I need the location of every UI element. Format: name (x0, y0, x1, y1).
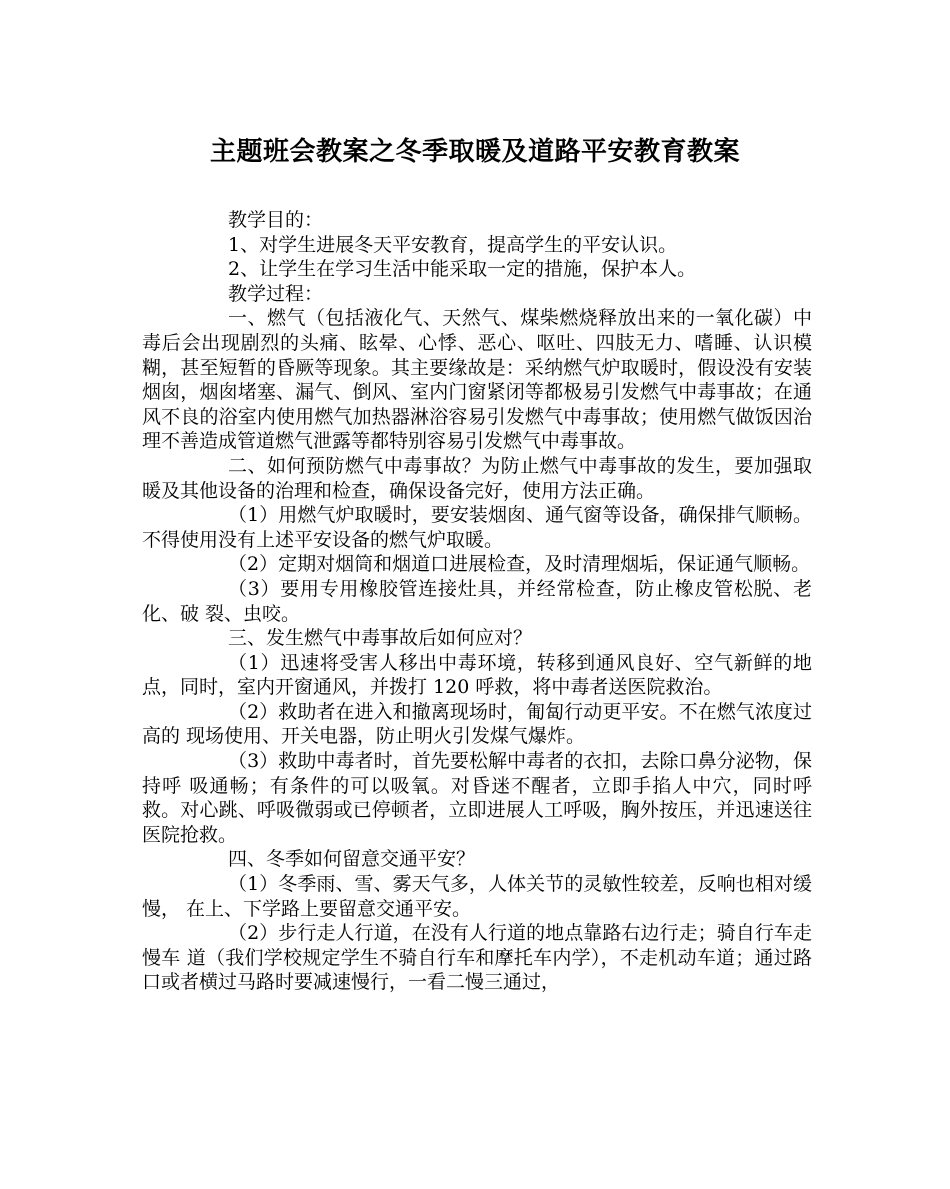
paragraph-section-4-item-2: （2）步行走人行道，在没有人行道的地点靠路右边行走；骑自行车走慢车 道（我们学校规定学生不骑自行车和摩托车内学），不走机动车道；通过路口或者横过马路时要减速慢行，一看二慢三通过， (142, 922, 812, 994)
document-title: 主题班会教案之冬季取暖及道路平安教育教案 (209, 137, 740, 167)
paragraph-section-2-item-2: （2）定期对烟筒和烟道口进展检查，及时清理烟垢，保证通气顺畅。 (228, 553, 811, 576)
paragraph-objective-1: 1、对学生进展冬天平安教育，提高学生的平安认识。 (228, 233, 678, 256)
paragraph-objective-heading: 教学目的： (228, 209, 324, 231)
document-body (142, 208, 812, 995)
paragraph-section-2-item-1: （1）用燃气炉取暖时，要安装烟囱、通气窗等设备，确保排气顺畅。不得使用没有上述平安设备的燃气炉取暖。 (142, 504, 812, 551)
paragraph-section-1: 一、燃气（包括液化气、天然气、煤柴燃烧释放出来的一氧化碳）中毒后会出现剧烈的头痛、眩晕、心悸、恶心、呕吐、四肢无力、嗜睡、认识模糊，甚至短暂的昏厥等现象。其主要缘故是：采纳燃气炉取暖时，假设没有安装烟囱，烟囱堵塞、漏气、倒风、室内门窗紧闭等都极易引发燃气中毒事故；在通风不良的浴室内使用燃气加热器淋浴容易引发燃气中毒事故；使用燃气做饭因治理不善造成管道燃气泄露等都特别容易引发燃气中毒事故。 (142, 307, 812, 453)
paragraph-objective-2: 2、让学生在学习生活中能采取一定的措施，保护本人。 (228, 258, 697, 281)
paragraph-process-heading: 教学过程： (228, 282, 324, 305)
paragraph-section-4: 四、冬季如何留意交通平安？ (228, 848, 476, 871)
paragraph-section-3-item-3: （3）救助中毒者时，首先要松解中毒者的衣扣，去除口鼻分泌物，保持呼 吸通畅；有条件的可以吸氧。对昏迷不醒者，立即手掐人中穴，同时呼救。对心跳、呼吸微弱或已停顿者，立即进展人工呼吸，胸外按压，并迅速送往医院抢救。 (142, 750, 812, 846)
paragraph-section-2: 二、如何预防燃气中毒事故？为防止燃气中毒事故的发生，要加强取暖及其他设备的治理和检查，确保设备完好，使用方法正确。 (142, 454, 812, 502)
paragraph-section-4-item-1: （1）冬季雨、雪、雾天气多，人体关节的灵敏性较差，反响也相对缓慢， 在上、下学路上要留意交通平安。 (142, 873, 812, 920)
paragraph-section-3-item-1: （1）迅速将受害人移出中毒环境，转移到通风良好、空气新鲜的地点，同时，室内开窗通风，并拨打 120 呼救，将中毒者送医院救治。 (142, 651, 812, 699)
paragraph-section-2-item-3: （3）要用专用橡胶管连接灶具，并经常检查，防止橡皮管松脱、老化、破 裂、虫咬。 (142, 577, 812, 625)
paragraph-section-3-item-2: （2）救助者在进入和撤离现场时，匍匐行动更平安。不在燃气浓度过高的 现场使用、开关电器，防止明火引发煤气爆炸。 (142, 700, 812, 748)
paragraph-section-3: 三、发生燃气中毒事故后如何应对？ (228, 627, 533, 650)
